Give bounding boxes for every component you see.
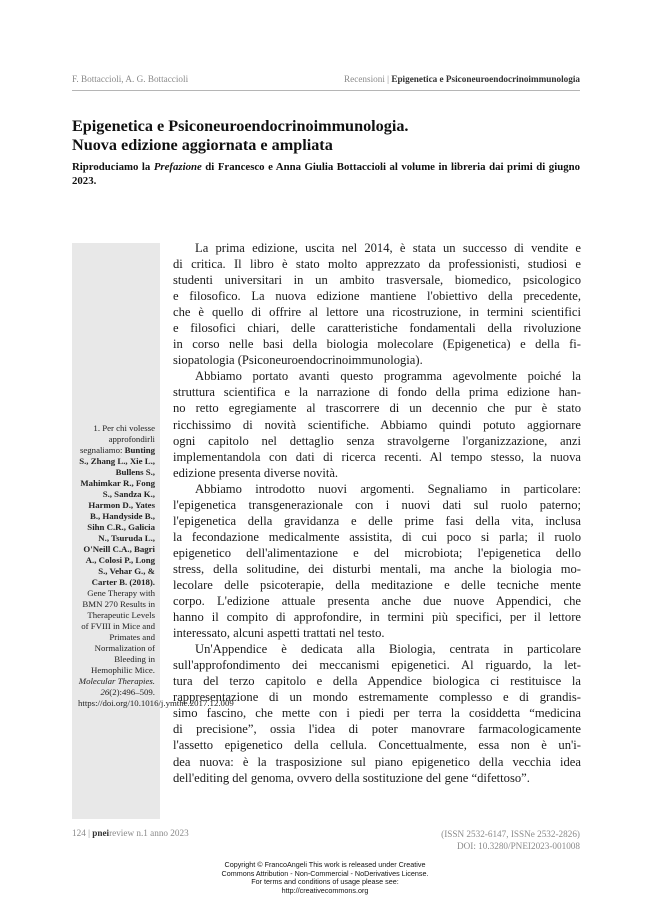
body-line: Abbiamo introdotto nuovi argomenti. Segnaliamo in particolare: [195, 481, 581, 496]
header-rule [72, 90, 580, 91]
body-line: rappresentazione di un mondo estremamente complesso e di grandis- [173, 690, 581, 705]
footnote-volume: . 26 [100, 675, 155, 697]
body-line: dell'editing del genoma, ovvero della sostituzione del gene “difettoso”. [173, 770, 530, 785]
footnote-reference-title: Gene Therapy with BMN 270 Results in Therapeutic Levels of FVIII in Mice and Primates and Normalization of Bleeding in Hemophilic Mice. [81, 587, 155, 675]
body-line: la fecondazione medicalmente assistita, di cui poco si parla; il ruolo [173, 529, 581, 544]
body-line: epigenetico dell'alimentazione e del microbiota; l'epigenetica dello [173, 545, 581, 560]
footnote-journal: Molecular Therapies [78, 675, 153, 686]
license-line: Commons Attribution - Non-Commercial - NoDerivatives License. [221, 868, 429, 878]
body-line: Un'Appendice è dedicata alla Biologia, centrata in particolare [195, 642, 581, 657]
license-line: For terms and conditions of usage please see: [251, 877, 399, 887]
journal-name-bold: pnei [92, 828, 110, 838]
running-head-section-label: Recensioni | [344, 74, 390, 84]
footnote-pages-doi: (2):496–509. https://doi.org/10.1016/j.ymthe.2017.12.009 [78, 686, 234, 708]
body-line: corpo. L'edizione attuale presenta anche due nuove Appendici, che [173, 594, 581, 609]
body-line: implementandola con dati di ricerca recenti. Al tempo stesso, la nuova [173, 449, 581, 464]
body-line: interessato, alcuni aspetti trattati nel testo. [173, 626, 385, 641]
body-line: studenti universitari in un ambito trasversale, biomedico, psicologico [173, 273, 581, 288]
body-line: lecolare delle psicoterapie, della meditazione e delle tecniche mente [173, 577, 581, 592]
body-line: che è quello di offrire al lettore una ricostruzione, in termini scientifici [173, 305, 581, 320]
doi: DOI: 10.3280/PNEI2023-001008 [456, 841, 580, 851]
subtitle-emphasis: Prefazione [153, 161, 202, 173]
running-head-section [344, 74, 580, 84]
paragraph-1 [173, 240, 581, 368]
body-line: simo fascino, che mette con i piedi per terra la cosiddetta “medicina [173, 706, 581, 721]
body-line: l'assetto epigenetico della cellula. Concettualmente, essa non è un'i- [173, 738, 581, 753]
footnote-authors: Bunting S., Zhang L., Xie L., Bullens S., Mahimkar R., Fong S., Sandza K., Harmon D., Yates B., Handyside B., Sihn C.R., Galicia N., Tsuruda L., O'Neill C.A., Bagri A., Colosi P., Long S., Vehar G., & Carter B. (2018). [79, 444, 155, 587]
body-line: l'epigenetica della gravidanza e delle prime fasi della vita, inclusa [173, 513, 581, 528]
paragraph-2 [173, 368, 581, 480]
body-line: e filosofico. La nuova edizione mantiene l'obiettivo della precedente, [173, 289, 581, 304]
subtitle-part-b: di Francesco e Anna Giulia Bottaccioli al volume in libreria dai primi di giugno 2023. [72, 161, 580, 188]
body-line: di precisione”, ossia l'idea di poter manovrare farmacologicamente [173, 722, 581, 737]
body-line: e filosofici chiari, delle caratteristiche fondamentali della rivoluzione [173, 321, 581, 336]
body-line: La prima edizione, uscita nel 2014, è stata un successo di vendite e [195, 241, 581, 255]
body-line: di critica. Il libro è stato molto apprezzato da professionisti, studiosi e [173, 257, 581, 272]
page-number: 124 [72, 828, 86, 838]
article-subtitle [72, 160, 580, 189]
body-line: ogni capitolo nel dettaglio senza stravolgerne l'organizzazione, anzi [173, 433, 581, 448]
subtitle-part-a: Riproduciamo la [72, 161, 154, 173]
title-line-2: Nuova edizione aggiornata e ampliata [72, 136, 333, 154]
body-line: hanno il compito di approfondire, in termini più specifici, per il lettore [173, 610, 581, 625]
body-line: sull'approfondimento dei meccanismi epigenetici. Al riguardo, la let- [173, 658, 581, 673]
footnote-intro: 1. Per chi volesse approfondirli segnaliamo: [79, 423, 155, 455]
body-line: siopatologia (Psiconeuroendocrinoimmunologia). [173, 353, 423, 368]
body-line: struttura scientifica e la narrazione di fondo della prima edizione han- [173, 385, 581, 400]
body-line: dea nuova: è la trasposizione sul piano epigenetico della vecchia idea [173, 754, 581, 769]
body-line: edizione presenta diverse novità. [173, 465, 339, 480]
body-line: Abbiamo portato avanti questo programma agevolmente poiché la [195, 369, 581, 384]
running-head [72, 74, 580, 88]
body-line: in corso nelle basi della biologia molecolare (Epigenetica) e della fi- [173, 337, 581, 352]
footer-identifiers [441, 828, 580, 852]
running-head-topic: Epigenetica e Psiconeuroendocrinoimmunologia [391, 74, 580, 84]
license-notice [160, 861, 490, 895]
body-line: no retto egregiamente al trascorrere di un decennio che pur è stato [173, 401, 581, 416]
running-head-authors: F. Bottaccioli, A. G. Bottaccioli [72, 74, 189, 84]
license-link: http://creativecommons.org [281, 885, 369, 895]
journal-issue: review n.1 anno 2023 [109, 828, 189, 838]
page-footer [72, 828, 580, 858]
body-line: ricchissimo di novità scientifiche. Abbiamo quindi potuto aggiornare [173, 417, 581, 432]
body-line: tura del terzo capitolo e della Appendice biologica ci restituisce la [173, 674, 581, 689]
body-text [173, 240, 581, 786]
issn: (ISSN 2532-6147, ISSNe 2532-2826) [441, 829, 580, 839]
footer-page-info: 124 | pneireview n.1 anno 2023 [72, 828, 189, 838]
title-line-1: Epigenetica e Psiconeuroendocrinoimmunologia. [72, 117, 409, 135]
body-line: stress, della solitudine, dei disturbi mentali, ma anche la biologia mo- [173, 561, 581, 576]
body-line: l'epigenetica transgenerazionale con i nuovi dati sul ruolo paterno; [173, 497, 581, 512]
paragraph-4 [173, 641, 581, 785]
paragraph-3 [173, 481, 581, 641]
footnote-1 [78, 423, 234, 709]
article-title [72, 117, 580, 155]
license-line: Copyright © FrancoAngeli This work is released under Creative [224, 860, 426, 869]
